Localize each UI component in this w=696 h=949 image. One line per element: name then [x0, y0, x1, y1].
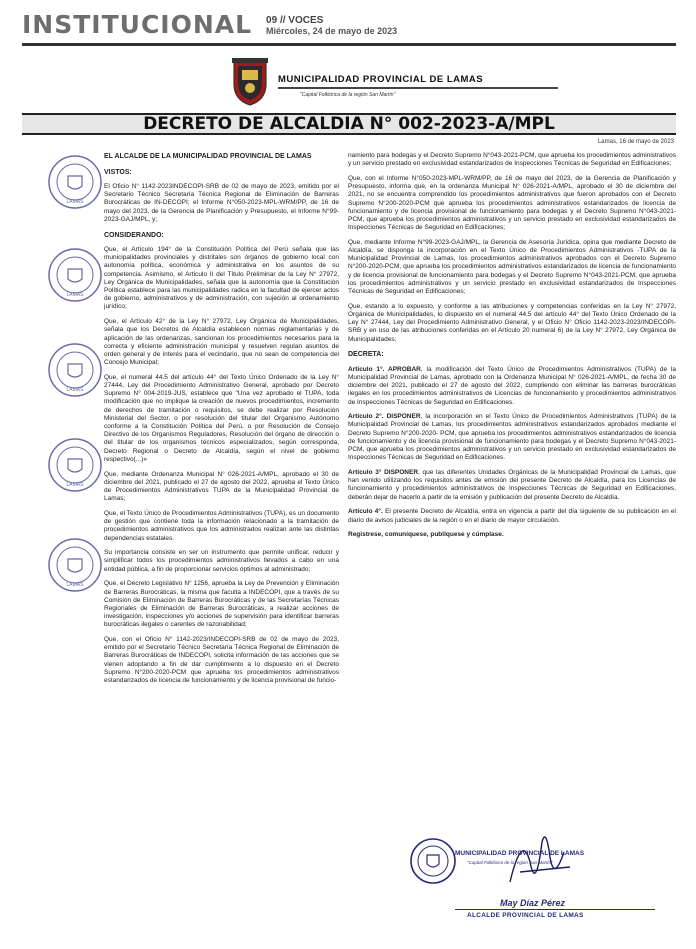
signature-line [455, 909, 655, 910]
considerando-paragraph: Que, el Decreto Legislativo N° 1256, aprueba la Ley de Prevención y Eliminación de Barreras Burocráticas, la misma que faculta a INDECOPI, que a través de su Comisión de Eliminación de Barreras Burocráticas y de las Secretarías Técnicas Regionales de Eliminación de Barreras Burocráticas, a realizar acciones de investigación, inspecciones y/o acciones de supervisión para identificar barreras burocráticas ilegales o carentes de razonabilidad; [104, 580, 339, 629]
article-4-text: El presente Decreto de Alcaldía, entra en vigencia a partir del día siguiente de su publicación en el diario de avisos judiciales de la región o en el diario de mayor circulación. [348, 508, 676, 524]
decree-title: DECRETO DE ALCALDIA N° 002-2023-A/MPL [143, 114, 555, 134]
issue-number: 09 // VOCES [266, 15, 324, 26]
place-date: Lamas, 16 de mayo de 2023 [597, 139, 674, 145]
municipality-motto: "Capital Folklórica de la región San Martín" [300, 92, 396, 98]
closing-formula: Regístrese, comuníquese, publíquese y cúmplase. [348, 531, 504, 539]
article-2-text: , la incorporación en el Texto Único de Procedimientos Administrativos (TUPA) de la Municipalidad Provincial de Lamas, los procedimientos administrativos estandarizados aprobados mediante el Decreto Supremo N°200-2020- PCM, que aprueba los procedimientos administrativos estandarizados de licencia de funcionamiento y de licencia provisional de funcionamiento para bodegas y el Decreto Supremo N°043-2021-PCM, que aprueba los procedimientos administrativos y un servicio prestado en exclusividad estandarizados de Inspecciones Técnicas de Seguridad en Edificaciones. [348, 413, 676, 462]
article-1-label: Artículo 1°. APROBAR [348, 365, 421, 373]
municipal-seal-icon [46, 435, 104, 495]
considerando-paragraph: Que, el Texto Único de Procedimientos Administrativos (TUPA), es un documento de gestión que contiene toda la información relacionado a la tramitación de procedimientos administrativos que los administrados realizan ante las distintas dependencias estatales. [104, 509, 339, 542]
seal-text: LAMAS [66, 387, 84, 393]
article-2 [348, 413, 676, 462]
signature-motto: "Capital Folklórica de la región San Martín" [467, 860, 553, 865]
issue-date: Miércoles, 24 de mayo de 2023 [266, 26, 398, 36]
municipal-stamp-icon [408, 835, 458, 887]
mayor-heading: EL ALCALDE DE LA MUNICIPALIDAD PROVINCIAL DE LAMAS [104, 153, 312, 160]
seal-text: LAMAS [66, 292, 84, 298]
municipal-seal-icon [46, 152, 104, 212]
signature-municipality: MUNICIPALIDAD PROVINCIAL DE LAMAS [455, 850, 585, 857]
municipality-name: MUNICIPALIDAD PROVINCIAL DE LAMAS [278, 74, 484, 85]
municipal-crest-icon [230, 56, 270, 106]
municipality-underline [278, 87, 558, 89]
municipal-header [230, 52, 650, 110]
vistos-paragraph: El Oficio N° 1142-2023INDECOPI-SRB de 02 de mayo de 2023, emitido por el Secretario Técnico Secretaría Técnica Regional de Eliminación de Barreras Burocráticas de IN-DECOPI; el Informe N°050-2023-MPL-WRM/PP, de 16 de mayo del 2023, de la Gerencia de Planificación y Presupuesto, el Informe N°99-2023-GAJ/MPL, y; [104, 183, 339, 223]
considerando-paragraph: Que, el Artículo 194° de la Constitución Política del Perú señala que las municipalidades provinciales y distritales son órganos de gobierno local con autonomía política, económica y administrativa en los asuntos de su competencia. Asimismo, el Artículo II del Título Preliminar de la Ley N° 27972, Ley Orgánica de Municipalidades, señala que la autonomía que la Constitución Política establece para las municipalidades radica en la facultad de ejercer actos de gobierno, administrativos y de administración, con sujeción al ordenamiento jurídico; [104, 246, 339, 311]
section-title: INSTITUCIONAL [22, 10, 253, 39]
municipal-seal-icon [46, 340, 104, 400]
considerando-heading: CONSIDERANDO: [104, 231, 164, 239]
decreta-heading: DECRETA: [348, 351, 384, 359]
considerando-paragraph: Que, mediante Ordenanza Municipal N° 026-2021-A/MPL, aprobado el 30 de diciembre del 2021, publicado el 27 de agosto del 2022, aprueba el Texto Único de Procedimientos Administrativos TUPA de la Municipalidad Provincial de Lamas; [104, 470, 339, 503]
article-1-text: , la modificación del Texto Único de Procedimientos Administrativos (TUPA) de la Municipalidad Provincial de Lamas, aprobado con la Ordenanza Municipal N° 026-2021-A/MPL, de fecha 30 de diciembre del 2021, publicado el 27 de agosto del 2022, cumpliendo con eliminar las barreras burocráticas ilegales en los procedimientos administrativos de Licencias de funcionamiento y procedimientos administrativos de Inspecciones Técnicas de Seguridad en Edificaciones. [348, 365, 676, 406]
masthead [22, 6, 676, 40]
signatory-role: ALCALDE PROVINCIAL DE LAMAS [467, 912, 584, 919]
considerando-paragraph: Su importancia consiste en ser un instrumento que permite unificar, reducir y simplificar todos los procedimientos administrativos llevados a cabo en una entidad pública, a fin de proporcionar servicios óptimos al administrado; [104, 549, 339, 573]
considerando-paragraph: namiento para bodegas y el Decreto Supremo N°043-2021-PCM, que aprueba los procedimientos administrativos y un servicio prestado en exclusividad estandarizados de Inspecciones Técnicas de Seguridad en Edificaciones; [348, 152, 676, 168]
article-4-label: Artículo 4°. [348, 508, 383, 516]
seal-text: LAMAS [66, 199, 84, 205]
masthead-rule [22, 43, 676, 46]
article-4 [348, 508, 676, 524]
article-3-text: , que las diferentes Unidades Orgánicas de la Municipalidad Provincial de Lamas, que han venido utilizando los requisitos antes de emisión del presente Decreto de Alcaldía, para los Licencias de funcionamiento y procedimientos administrativos de Inspecciones Técnicas de Seguridad en Edificaciones, deberán dejar de hacerlo a partir de la emisión y publicación del presente Decreto de Alcaldía. [348, 469, 676, 501]
left-column [104, 152, 339, 942]
article-3-label: Artículo 3° DISPONER [348, 469, 419, 476]
issue-info [266, 13, 397, 37]
article-2-label: Artículo 2°. DISPONER [348, 413, 421, 421]
decree-title-bar [22, 113, 676, 135]
considerando-paragraph: Que, estando a lo expuesto, y conforme a las atribuciones y competencias conferidas en la Ley N° 27972, Orgánica de Municipalidades, lo dispuesto en el numeral 44.5 del artículo 44° del Texto Único Ordenado de la Ley N° 27444, Ley del Procedimiento Administrativo General, y el Oficio N° Oficio 1142-2023-2023/INDECOPI-SRB y en uso de las atribuciones conferidas en el Artículo 20 numeral 6) de la Ley N° 27972, Ley Orgánica de Municipalidades; [348, 302, 676, 343]
signatory-name: May Díaz Pérez [500, 898, 566, 908]
considerando-paragraph: Que, mediante Informe N°99-2023-GAJ/MPL, la Gerencia de Asesoría Jurídica, opina que mediante Decreto de Alcaldía, se disponga la incorporación en el Texto Único de Procedimientos Administrativos -TUPA de la Municipalidad Provincial de Lamas, los procedimientos administrativos aprobados con el Decreto Supremo N°200-2020-PCM, que aprueba los procedimientos administrativos estandarizados de licencia de funcionamiento y de licencia provisional de funcionamiento para bodegas y el Decreto Supremo N°043-2021-PCM, que aprueba los procedimientos administrativos y un servicio prestado en exclusividad estandarizados de Inspecciones Técnicas de Seguridad en Edificaciones; [348, 238, 676, 296]
considerando-paragraph: Que, con el Informe N°050-2023-MPL-WRM/PP, de 16 de mayo del 2023, de la Gerencia de Planificación y Presupuesto, informa que, en la ordenanza Municipal N° 026-2021-A/MPL, aprobado el 30 de diciembre del 2021, no se encuentra comprendido los procedimientos administrativos que fueron aprobados con el Decreto Supremo N°200-2020-PCM que aprueba los procedimientos administrativos estandarizados de licencia de funcionamiento y de licencia provisional de funcionamiento para bodegas y el Decreto Supremo N°043-2021-PCM, que aprueba los procedimientos administrativos y un servicio prestado en exclusividad estandarizados de Inspecciones Técnicas de Seguridad en Edificaciones; [348, 174, 676, 232]
article-3 [348, 469, 676, 502]
article-1 [348, 366, 676, 407]
vistos-heading: VISTOS: [104, 168, 132, 176]
considerando-paragraph: Que, el numeral 44.5 del artículo 44° del Texto Único Ordenado de la Ley N° 27444, Ley del Procedimiento Administrativo General, aprobado por Decreto Supremo N° 004-2019-JUS, establece que "Una vez aprobado el TUPA, toda modificación que no implique la creación de nuevos procedimientos, incremento de derechos de tramitación o requisitos, se debe realizar por Resolución Ministerial del Sector, o por resolución del titular del Organismo Autónomo conforme a la Constitución Política del Perú, o por Resolución de Consejo Directivo de los Organismos Reguladores, Resolución del órgano de dirección o del titular de los organismos técnicos especializados, según corresponda, Decreto Regional o Decreto de Alcaldía, según el nivel de gobierno respectivo(...)» [104, 373, 339, 463]
signature-block [455, 850, 670, 920]
municipal-seal-icon [46, 535, 104, 595]
municipal-seal-icon [46, 245, 104, 305]
considerando-paragraph: Que, con el Oficio N° 1142-2023/INDECOPI-SRB de 02 de mayo de 2023, emitido por el Secretario Técnico Secretaría Técnica Regional de Eliminación de Barreras Burocráticas de INDECOPI, solicita información de las acciones que se vienen adoptando a fin de dar cumplimiento a lo dispuesto en el Decreto Supremo N°200-2020-PCM que aprueba los procedimientos administrativos estandarizados de licencia de funcionamiento y de licencia provisional de funcio- [104, 636, 339, 685]
considerando-paragraph: Que, el Artículo 42° de la Ley N° 27972, Ley Orgánica de Municipalidades, señala que los Decretos de Alcaldía establecen normas reglamentarias y de aplicación de las ordenanzas, sancionan los procedimientos necesarios para la correcta y eficiente administración municipal y resuelven regulan asuntos de orden general y de interés para el vecindario, que no sean de competencia del Concejo Municipal; [104, 318, 339, 367]
seal-text: LAMAS [66, 482, 84, 488]
seal-text: LAMAS [66, 582, 84, 588]
right-column [348, 152, 676, 847]
